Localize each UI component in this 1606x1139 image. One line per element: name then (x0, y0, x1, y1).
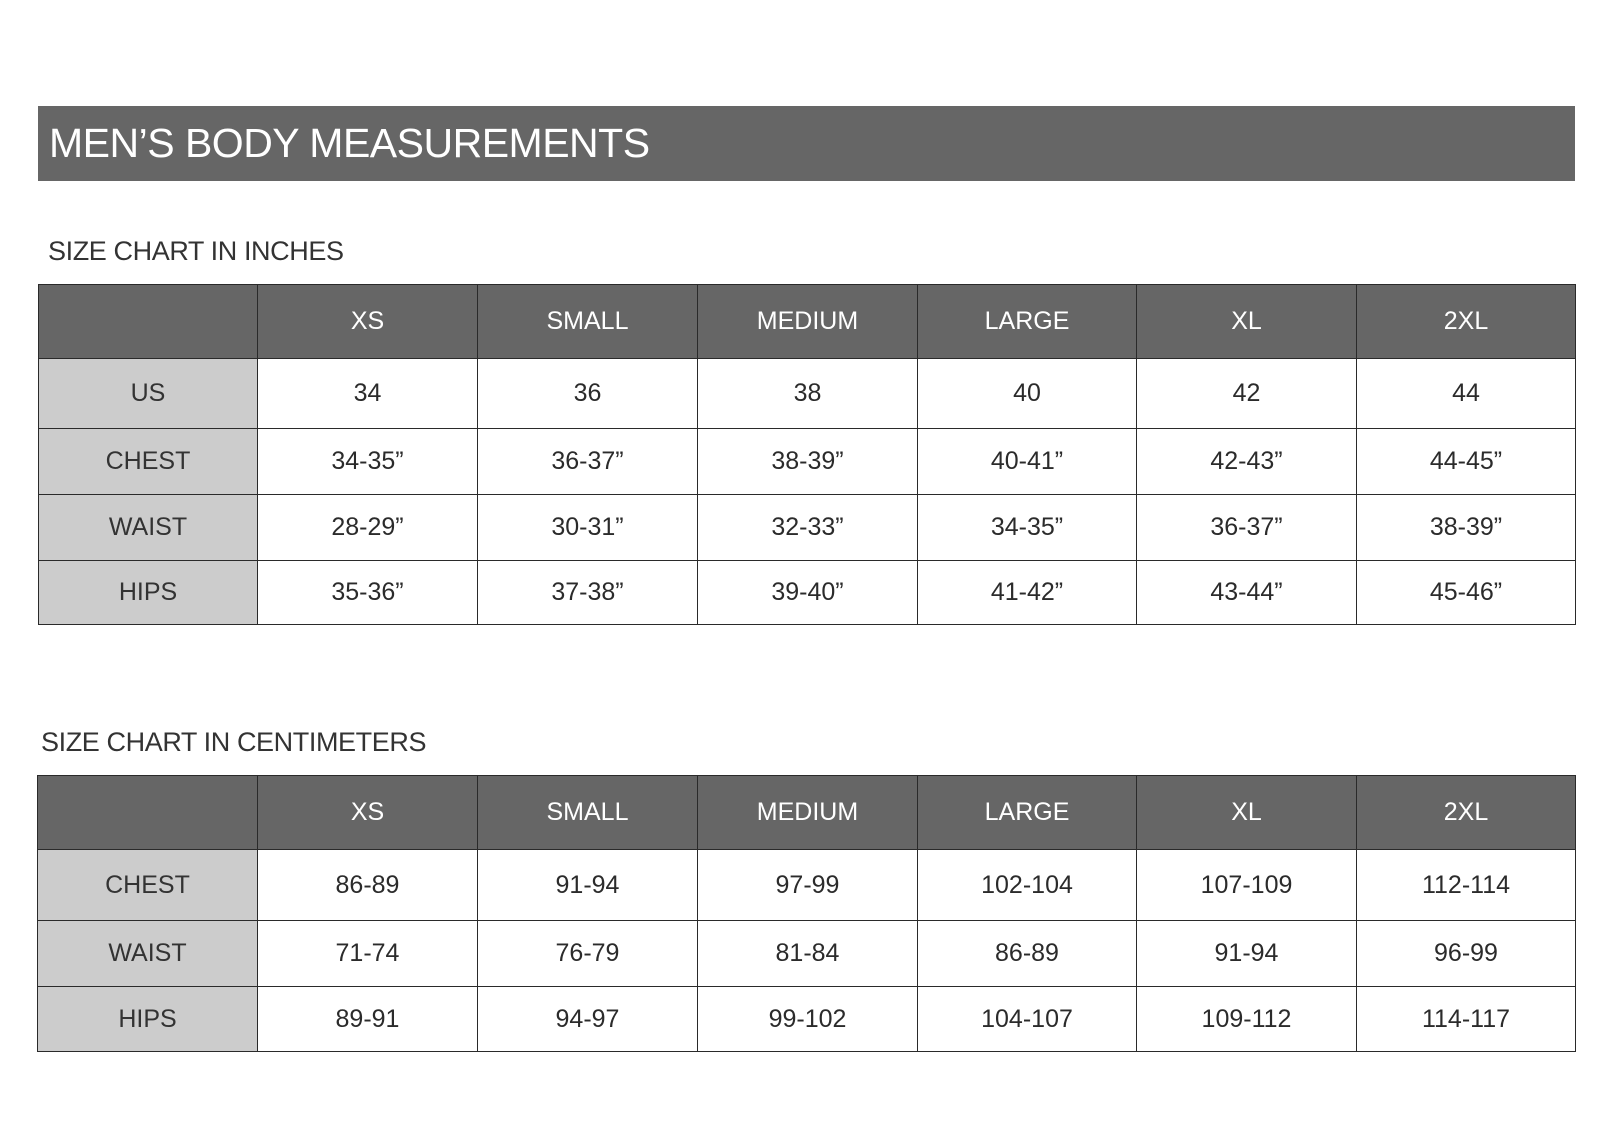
row-label-hips: HIPS (39, 561, 258, 625)
table-cell: 28-29” (258, 495, 478, 561)
table-cell: 71-74 (258, 921, 478, 987)
table-cell: 86-89 (258, 850, 478, 921)
column-header-large: LARGE (918, 776, 1137, 850)
page-header-banner (38, 106, 1575, 181)
table-cell: 89-91 (258, 987, 478, 1052)
column-header-2xl: 2XL (1357, 776, 1576, 850)
table-row-chest (38, 850, 1576, 921)
table-cell: 44 (1357, 359, 1576, 429)
table-cell: 91-94 (478, 850, 698, 921)
table-cell: 34-35” (918, 495, 1137, 561)
table-cell: 37-38” (478, 561, 698, 625)
table-cell: 36-37” (478, 429, 698, 495)
table-row-hips (39, 561, 1576, 625)
column-header-xs: XS (258, 285, 478, 359)
table-cell: 76-79 (478, 921, 698, 987)
table-cell: 40-41” (918, 429, 1137, 495)
table-cell: 38-39” (1357, 495, 1576, 561)
column-header-medium: MEDIUM (698, 776, 918, 850)
table-cell: 104-107 (918, 987, 1137, 1052)
table-cell: 39-40” (698, 561, 918, 625)
table-row-us (39, 359, 1576, 429)
column-header-xl: XL (1137, 285, 1357, 359)
row-label-waist: WAIST (38, 921, 258, 987)
row-label-chest: CHEST (38, 850, 258, 921)
table-row-hips (38, 987, 1576, 1052)
table-cell: 107-109 (1137, 850, 1357, 921)
table-cell: 35-36” (258, 561, 478, 625)
cm-size-table (37, 775, 1576, 1052)
table-cell: 112-114 (1357, 850, 1576, 921)
table-cell: 38 (698, 359, 918, 429)
column-header-small: SMALL (478, 776, 698, 850)
table-row-chest (39, 429, 1576, 495)
table-cell: 96-99 (1357, 921, 1576, 987)
corner-header-cell (38, 776, 258, 850)
table-cell: 102-104 (918, 850, 1137, 921)
table-cell: 109-112 (1137, 987, 1357, 1052)
table-cell: 30-31” (478, 495, 698, 561)
table-row-waist (38, 921, 1576, 987)
table-cell: 34 (258, 359, 478, 429)
column-header-xs: XS (258, 776, 478, 850)
column-header-xl: XL (1137, 776, 1357, 850)
table-cell: 91-94 (1137, 921, 1357, 987)
table-cell: 45-46” (1357, 561, 1576, 625)
row-label-hips: HIPS (38, 987, 258, 1052)
row-label-us: US (39, 359, 258, 429)
table-header-row (39, 285, 1576, 359)
table-cell: 32-33” (698, 495, 918, 561)
table-cell: 42 (1137, 359, 1357, 429)
table-cell: 43-44” (1137, 561, 1357, 625)
table-header-row (38, 776, 1576, 850)
table-cell: 42-43” (1137, 429, 1357, 495)
column-header-medium: MEDIUM (698, 285, 918, 359)
table-cell: 97-99 (698, 850, 918, 921)
row-label-waist: WAIST (39, 495, 258, 561)
column-header-large: LARGE (918, 285, 1137, 359)
cm-chart-title: SIZE CHART IN CENTIMETERS (41, 727, 427, 757)
table-cell: 34-35” (258, 429, 478, 495)
table-cell: 86-89 (918, 921, 1137, 987)
row-label-chest: CHEST (39, 429, 258, 495)
table-cell: 41-42” (918, 561, 1137, 625)
page-title: MEN’S BODY MEASUREMENTS (49, 120, 650, 166)
column-header-2xl: 2XL (1357, 285, 1576, 359)
table-cell: 44-45” (1357, 429, 1576, 495)
inches-size-table (38, 284, 1576, 625)
table-cell: 94-97 (478, 987, 698, 1052)
inches-chart-title: SIZE CHART IN INCHES (48, 236, 344, 266)
table-cell: 36 (478, 359, 698, 429)
table-cell: 81-84 (698, 921, 918, 987)
table-cell: 36-37” (1137, 495, 1357, 561)
table-cell: 114-117 (1357, 987, 1576, 1052)
table-cell: 99-102 (698, 987, 918, 1052)
table-cell: 38-39” (698, 429, 918, 495)
column-header-small: SMALL (478, 285, 698, 359)
corner-header-cell (39, 285, 258, 359)
table-row-waist (39, 495, 1576, 561)
table-cell: 40 (918, 359, 1137, 429)
